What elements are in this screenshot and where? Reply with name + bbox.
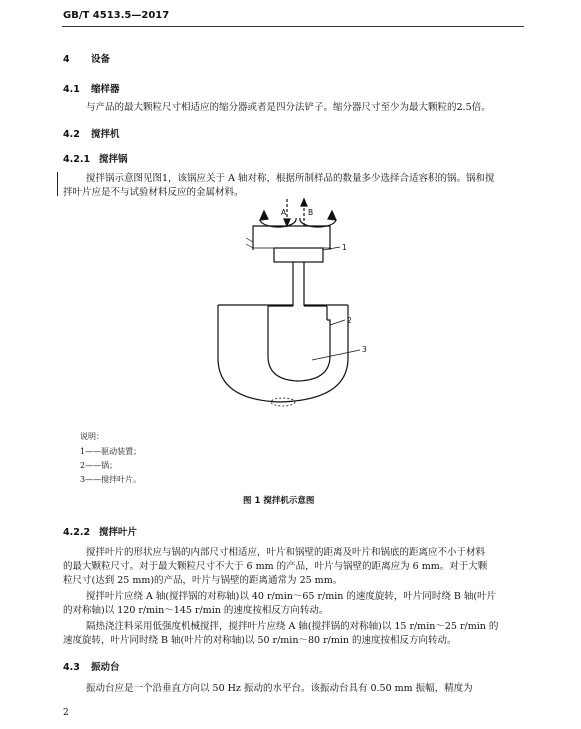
- section-number: 4.1: [63, 84, 80, 95]
- section-title: 设备: [91, 54, 111, 65]
- drive-housing: [253, 226, 330, 250]
- section-number: 4.2: [63, 129, 80, 140]
- section-title: 搅拌锅: [99, 154, 128, 165]
- callout-3: 3: [362, 345, 367, 354]
- callout-1: 1: [342, 243, 347, 252]
- section-title: 振动台: [91, 662, 120, 673]
- section-4-2-1-line-2: 拌叶片应是不与试验材料反应的金属材料。: [63, 187, 244, 198]
- section-4-1-text: 与产品的最大颗粒尺寸相适应的缩分器或者是四分法铲子。缩分器尺寸至少为最大颗粒的2.5倍。: [86, 102, 491, 113]
- axis-b-label: B: [308, 208, 314, 217]
- section-number: 4.2.2: [63, 527, 91, 538]
- section-number: 4.2.1: [63, 154, 91, 165]
- section-title: 搅拌叶片: [99, 527, 138, 538]
- drive-coupling: [274, 248, 323, 262]
- legend-title: 说明：: [80, 432, 104, 441]
- axis-a-label: A: [281, 208, 287, 217]
- section-4-2-2-line-5: 的对称轴)以 120 r/min～145 r/min 的速度按相反方向转动。: [63, 605, 329, 616]
- section-4-2-2-line-4: 搅拌叶片应绕 A 轴(搅拌锅的对称轴)以 40 r/min～65 r/min 的速度旋转，叶片同时绕 B 轴(叶片: [86, 591, 497, 602]
- section-4-2-2-line-1: 搅拌叶片的形状应与锅的内部尺寸相适应，叶片和锅壁的距离及叶片和锅底的距离应不小于材料: [86, 547, 486, 558]
- section-4-2-2-line-2: 的最大颗粒尺寸。对于最大颗粒尺寸不大于 6 mm 的产品，叶片与锅壁的距离应为 6 mm。对于大颗: [63, 561, 488, 572]
- mixing-paddle: [268, 320, 330, 381]
- legend-item-3: 3——搅拌叶片。: [80, 475, 142, 484]
- section-4-3-heading: [63, 659, 120, 673]
- figure-caption: 图 1 搅拌机示意图: [243, 496, 315, 506]
- section-title: 搅拌机: [91, 129, 120, 140]
- section-4-2-2-line-6: 隔热浇注料采用低强度机械搅拌，搅拌叶片应绕 A 轴(搅拌锅的对称轴)以 15 r/min～25 r/min 的: [86, 621, 499, 632]
- section-4-2-2-line-7: 速度旋转，叶片同时绕 B 轴(叶片的对称轴)以 50 r/min～80 r/min 的速度按相反方向转动。: [63, 635, 457, 646]
- section-4-2-1-line-1: 搅拌锅示意图见图1，该锅应关于 A 轴对称，根据所制样品的数量多少选择合适容积的锅。锅和搅: [86, 173, 495, 184]
- section-number: 4.3: [63, 662, 80, 673]
- standard-header: GB/T 4513.5—2017: [63, 10, 170, 21]
- section-4-2-2-line-3: 粒尺寸(达到 25 mm)的产品，叶片与锅壁的距离通常为 25 mm。: [63, 575, 343, 586]
- section-4-2-2-heading: [63, 524, 137, 538]
- legend-item-2: 2——锅；: [80, 461, 118, 470]
- callout-2: 2: [347, 316, 352, 325]
- section-4-3-text: 振动台应是一个沿垂直方向以 50 Hz 振动的水平台。该振动台具有 0.50 mm 振幅，精度为: [86, 683, 473, 694]
- page-number: 2: [63, 708, 69, 718]
- section-number: 4: [63, 54, 70, 65]
- legend-item-1: 1——驱动装置；: [80, 447, 142, 456]
- section-title: 缩样器: [91, 84, 120, 95]
